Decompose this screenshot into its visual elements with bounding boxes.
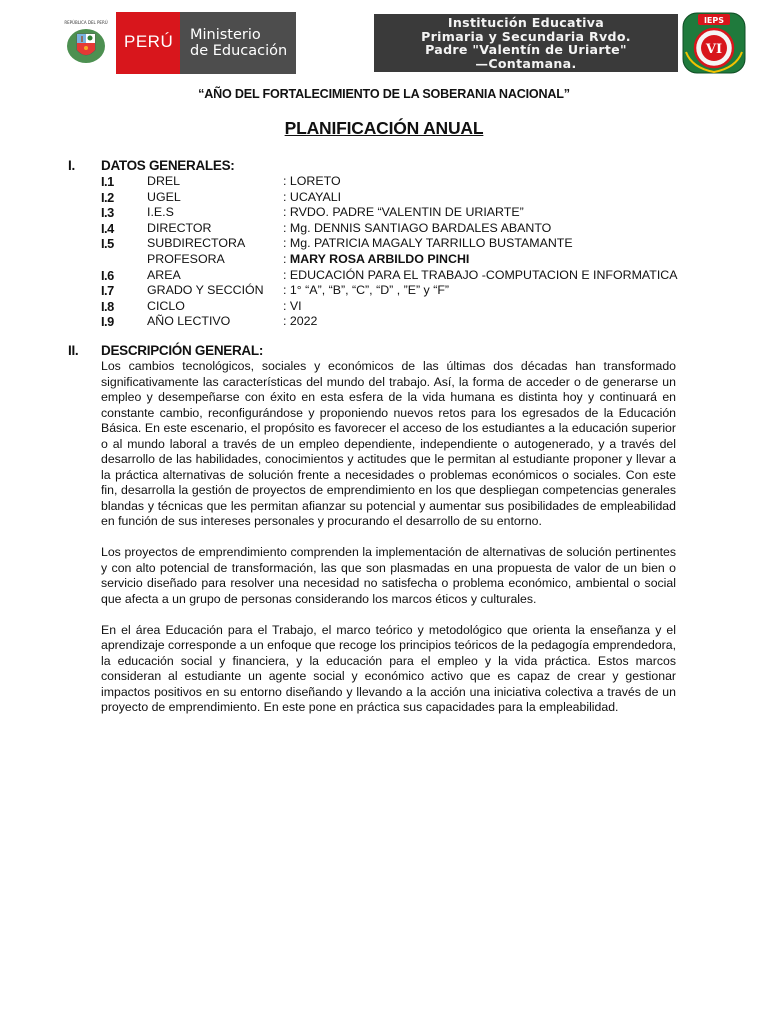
- ministry-line1: Ministerio: [190, 27, 261, 43]
- item-key: UGEL: [147, 189, 181, 204]
- item-key: CICLO: [147, 298, 185, 313]
- item-value: : EDUCACIÓN PARA EL TRABAJO -COMPUTACION E INFORMATICA: [283, 267, 678, 282]
- item-value: : 1° “A”, “B”, “C”, “D” , ”E” y “F”: [283, 283, 450, 298]
- item-number: I.2: [101, 189, 114, 205]
- item-number: I.9: [101, 314, 114, 330]
- coat-of-arms-icon: [62, 18, 110, 68]
- list-item: [101, 205, 701, 221]
- list-item: [101, 236, 701, 252]
- item-number: I.8: [101, 298, 114, 314]
- item-key: GRADO Y SECCIÓN: [147, 283, 264, 298]
- crest-text: REPÚBLICA DEL PERÚ: [64, 20, 108, 25]
- item-value: [283, 252, 469, 268]
- ministry-brand: [180, 12, 296, 74]
- school-line: Padre "Valentín de Uriarte": [425, 42, 627, 58]
- item-key: PROFESORA: [147, 251, 225, 266]
- description-body: [101, 359, 676, 731]
- section-number: I.: [68, 158, 75, 173]
- paragraph: Los proyectos de emprendimiento comprenden la implementación de alternativas de solución pertinentes y con alto potencial de transformación, las que son plasmadas en una propuesta de valor de un bien o servicio diseñado para resolver una necesidad no satisfecha o problema económico, ambiental o social que afecta a un grupo de personas considerando los marcos éticos y culturales.: [101, 545, 676, 606]
- list-item: [101, 174, 701, 190]
- school-line: Primaria y Secundaria Rvdo.: [421, 28, 631, 44]
- item-value: : UCAYALI: [283, 189, 342, 204]
- peru-crest: [56, 12, 116, 74]
- item-key: DIRECTOR: [147, 220, 212, 235]
- ministry-name: [190, 27, 287, 59]
- list-item: [101, 221, 701, 237]
- list-item: [101, 252, 701, 268]
- year-motto: “AÑO DEL FORTALECIMIENTO DE LA SOBERANIA NACIONAL”: [198, 87, 570, 101]
- section-number: II.: [68, 343, 79, 358]
- section-title: DATOS GENERALES:: [101, 158, 235, 173]
- school-line: —Contamana.: [475, 55, 577, 71]
- logo-text: IEPS: [703, 16, 725, 25]
- item-number: I.3: [101, 205, 114, 221]
- item-number: I.4: [101, 220, 114, 236]
- item-value: : Mg. PATRICIA MAGALY TARRILLO BUSTAMANTE: [283, 236, 573, 251]
- item-value: : RVDO. PADRE “VALENTIN DE URIARTE”: [283, 205, 524, 220]
- item-value: : LORETO: [283, 174, 341, 188]
- item-number: I.1: [101, 174, 114, 189]
- header-banner: [56, 12, 725, 74]
- section-title: DESCRIPCIÓN GENERAL:: [101, 343, 264, 358]
- school-logo-icon: [682, 12, 746, 74]
- list-item: [101, 283, 701, 299]
- paragraph: En el área Educación para el Trabajo, el marco teórico y metodológico que orienta la enseñanza y el aprendizaje corresponde a un enfoque que recoge los principios teóricos de la pedagogía emprendedora, la educación social y financiera, y la educación para el empleo y la vida práctica. Estos marcos consideran al estudiante un agente social y económico activo que es capaz de crear y gestionar impactos positivos en su entorno diseñando y llevando a la acción una iniciativa colectiva a través de un proyecto de emprendimiento. En este pone en práctica sus capacidades para la empleabilidad.: [101, 622, 676, 714]
- item-number: I.5: [101, 236, 114, 252]
- item-key: DREL: [147, 174, 181, 188]
- item-key: SUBDIRECTORA: [147, 236, 246, 251]
- value-prefix: :: [283, 251, 290, 266]
- item-key: AÑO LECTIVO: [147, 314, 231, 329]
- item-key: AREA: [147, 267, 181, 282]
- list-item: [101, 299, 701, 315]
- paragraph: Los cambios tecnológicos, sociales y económicos de las últimas dos décadas han transformado significativamente las características del mundo del trabajo. Así, la forma de acceder o de generarse un empleo y desempeñarse con éxito en esta esfera de la vida humana es distinta hoy y continuará en constante cambio, reconfigurándose y proponiendo nuevos retos para los egresados de la Educación Básica. En este escenario, el propósito es favorecer el acceso de los estudiantes a la educación superior o al mundo laboral a través de un empleo dependiente, independiente o autogenerado, y a través del desarrollo de las habilidades, conocimientos y actitudes que le permitan al estudiante proponer y llevar a la práctica alternativas de solución frente a necesidades o problemas económicos o sociales. Con este fin, desarrolla la gestión de proyectos de emprendimiento en los que despliegan competencias generales blandas y técnicas que les permitan afianzar su potencial y aumentar sus posibilidades de empleabilidad en función de sus intereses personales y procurando el desarrollo de su entorno.: [101, 359, 676, 528]
- page-title: PLANIFICACIÓN ANUAL: [284, 118, 484, 138]
- list-item: [101, 268, 701, 284]
- list-item: [101, 190, 701, 206]
- datos-generales-list: [101, 174, 701, 330]
- school-name-banner: [374, 14, 678, 72]
- ministry-line2: de Educación: [190, 43, 288, 59]
- teacher-name: MARY ROSA ARBILDO PINCHI: [289, 251, 470, 266]
- item-number: I.7: [101, 283, 114, 299]
- peru-brand: [116, 12, 180, 74]
- logo-mark: VI: [705, 42, 723, 57]
- item-key: I.E.S: [147, 205, 174, 220]
- item-value: : VI: [283, 298, 302, 313]
- item-value: : Mg. DENNIS SANTIAGO BARDALES ABANTO: [283, 220, 552, 235]
- school-line: Institución Educativa: [447, 15, 605, 30]
- list-item: [101, 314, 701, 330]
- peru-label: PERÚ: [124, 32, 174, 51]
- item-value: : 2022: [283, 314, 318, 329]
- item-number: I.6: [101, 267, 114, 283]
